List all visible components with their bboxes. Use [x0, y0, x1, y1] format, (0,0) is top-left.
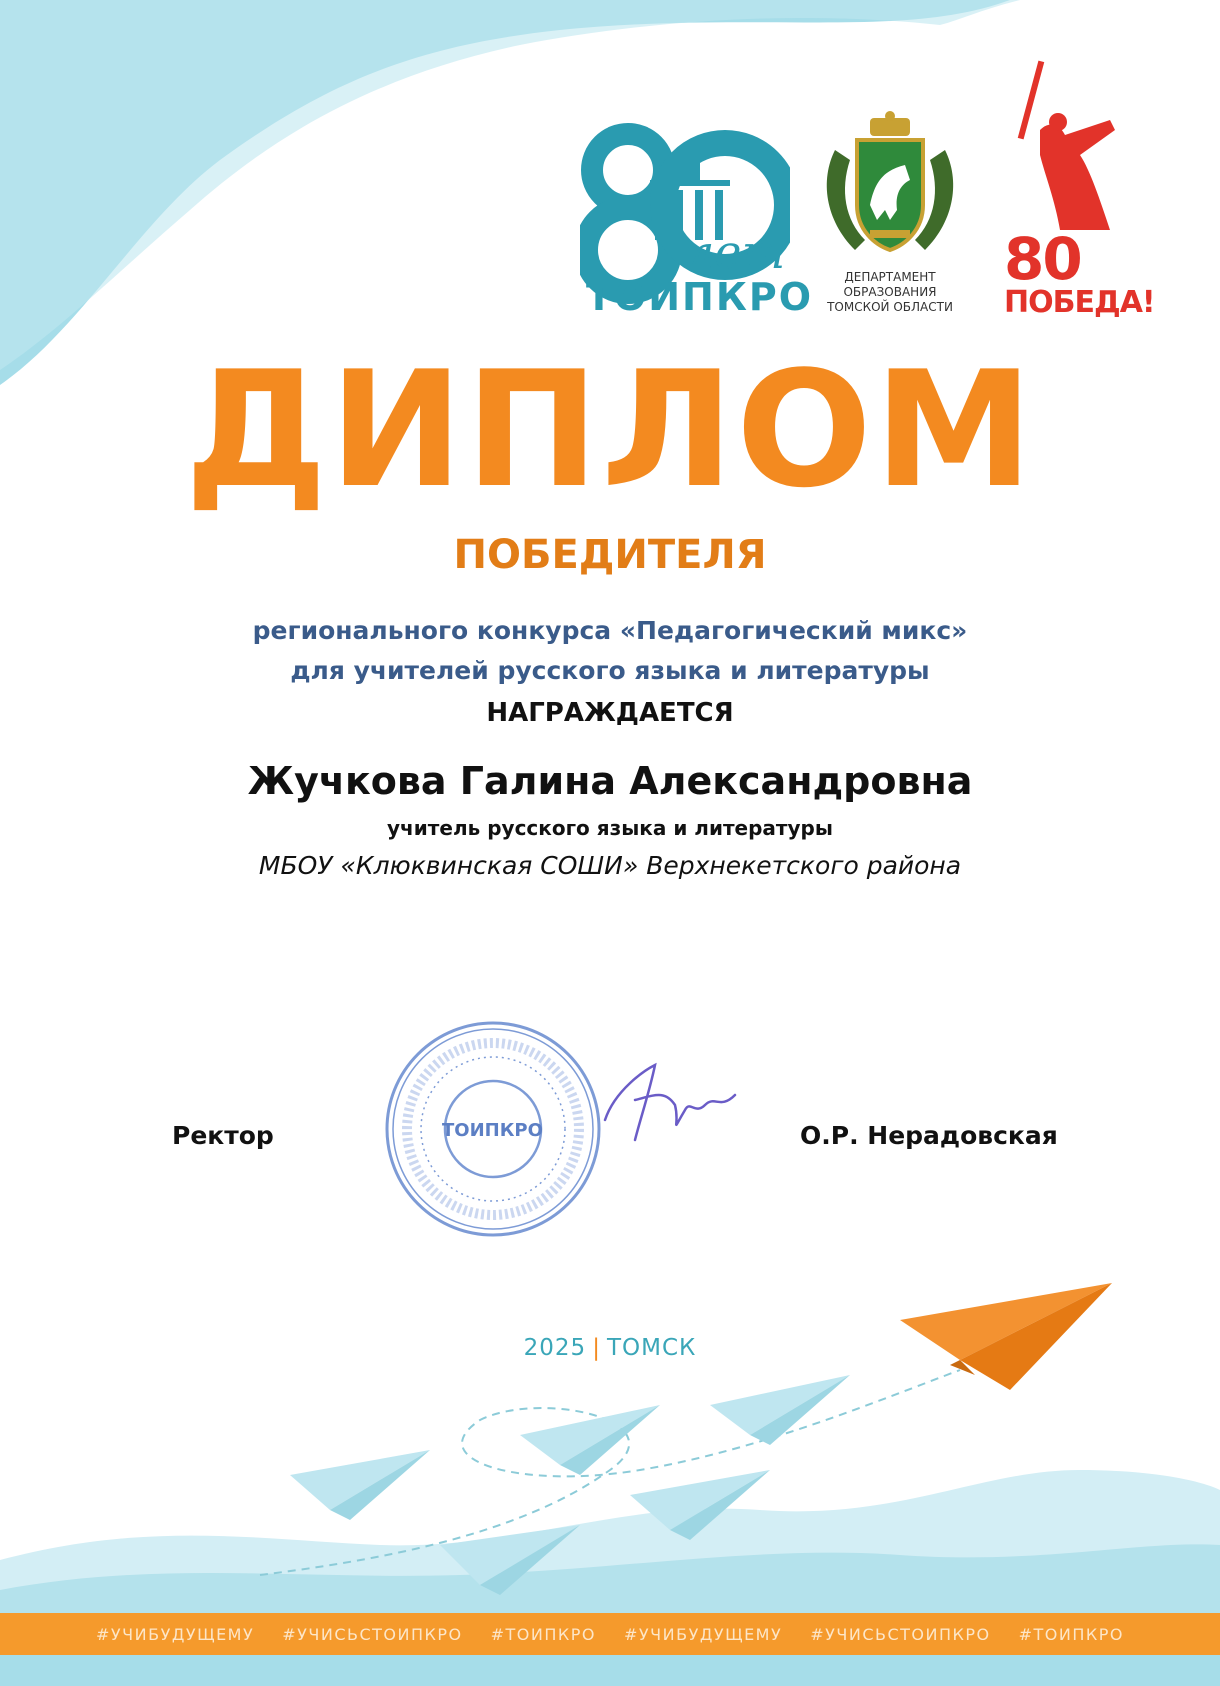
- department-line: ДЕПАРТАМЕНТ: [844, 270, 936, 284]
- hashtag: #УЧИБУДУЩЕМУ: [96, 1624, 255, 1644]
- recipient-position: учитель русского языка и литературы: [387, 816, 833, 840]
- bottom-strip: [0, 1655, 1220, 1686]
- department-caption: [800, 270, 980, 315]
- hashtag: #ТОИПКРО: [490, 1624, 596, 1644]
- awarded-label: НАГРАЖДАЕТСЯ: [486, 698, 734, 728]
- diploma-subtitle: ПОБЕДИТЕЛЯ: [453, 532, 767, 578]
- hashtag: #УЧИСЬСТОИПКРО: [282, 1624, 463, 1644]
- diploma-title: ДИПЛОМ: [184, 336, 1036, 523]
- tomsk-coat-of-arms-icon: [815, 110, 965, 260]
- hashtag: #ТОИПКРО: [1018, 1624, 1124, 1644]
- paper-plane-blue-icon: [290, 1375, 850, 1595]
- year-label: 2025: [523, 1335, 587, 1361]
- rector-name: О.Р. Нерадовская: [800, 1121, 1058, 1150]
- hashtag-band: [0, 1613, 1220, 1655]
- seal-center-label: ТОИПКРО: [442, 1120, 543, 1141]
- contest-description-line: регионального конкурса «Педагогический микс»: [252, 616, 968, 645]
- year-city-separator: |: [592, 1335, 601, 1361]
- logo-years-label: лет: [685, 225, 786, 279]
- year-city-label: [0, 1335, 1220, 1361]
- rector-label: Ректор: [172, 1121, 274, 1150]
- logo-toipkro-name: ТОИПКРО: [586, 275, 814, 319]
- handwritten-signature-icon: [595, 1050, 745, 1150]
- hashtag: #УЧИБУДУЩЕМУ: [624, 1624, 783, 1644]
- recipient-school: МБОУ «Клюквинская СОШИ» Верхнекетского района: [258, 851, 962, 880]
- city-label: ТОМСК: [606, 1335, 697, 1361]
- victory-word: ПОБЕДА!: [1004, 285, 1155, 320]
- department-line: ТОМСКОЙ ОБЛАСТИ: [827, 300, 953, 314]
- victory-80-number: 80: [1004, 225, 1081, 293]
- hashtag: #УЧИСЬСТОИПКРО: [810, 1624, 991, 1644]
- department-line: ОБРАЗОВАНИЯ: [843, 285, 937, 299]
- contest-description-line: для учителей русского языка и литературы: [290, 656, 930, 685]
- recipient-name: Жучкова Галина Александровна: [247, 759, 973, 803]
